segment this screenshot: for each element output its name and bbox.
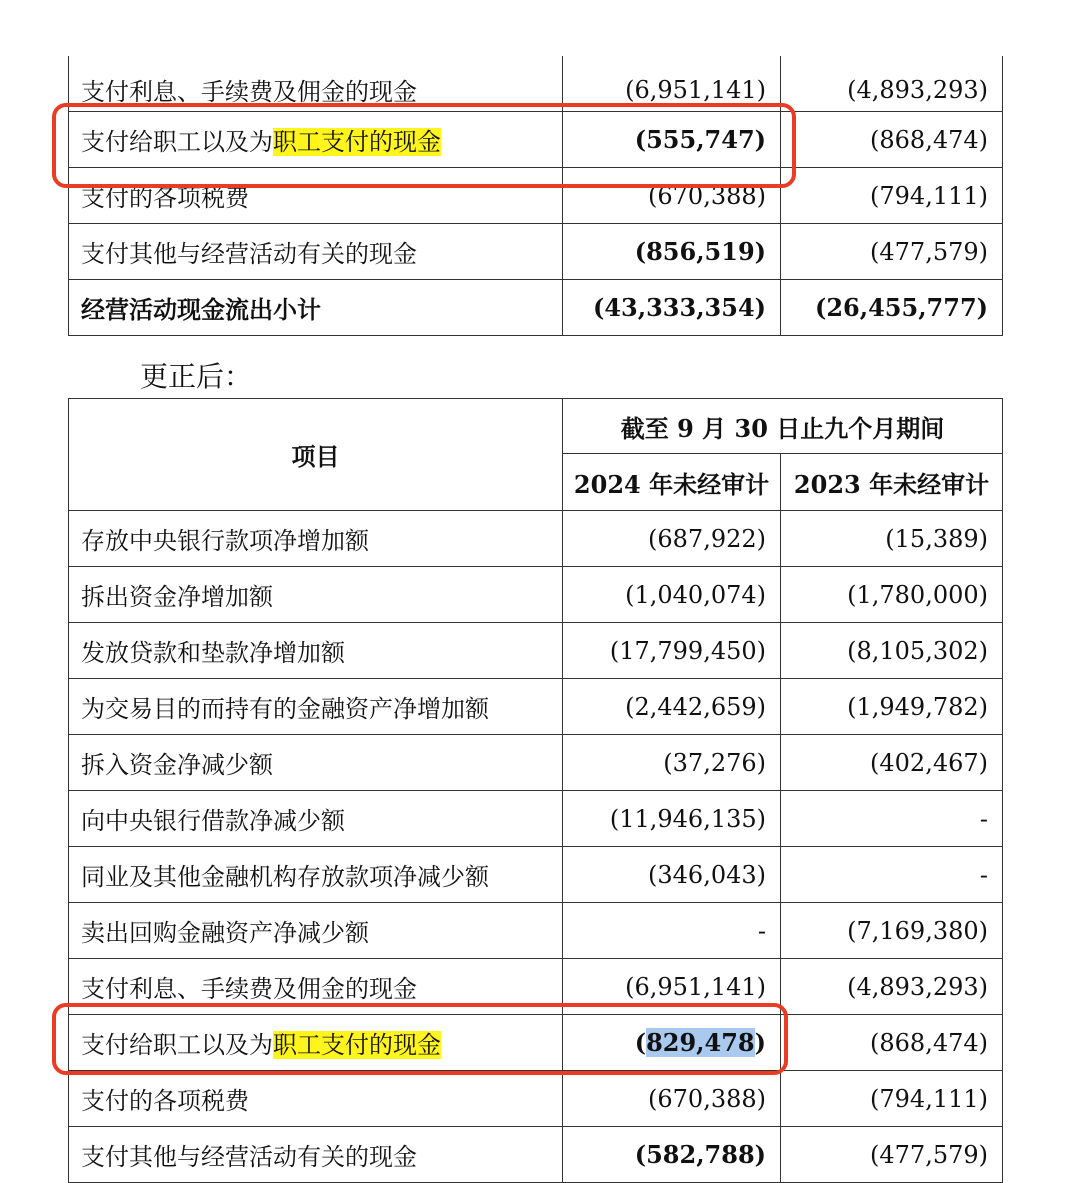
header-item: 项目 xyxy=(69,399,563,511)
row-label: 同业及其他金融机构存放款项净减少额 xyxy=(69,847,563,903)
value-2023: (794,111) xyxy=(781,168,1003,224)
table-row xyxy=(69,735,1003,791)
highlighted-text: 职工支付的现金 xyxy=(273,128,441,156)
subtotal-row xyxy=(69,280,1003,336)
table-row xyxy=(69,224,1003,280)
value-2024: (856,519) xyxy=(563,224,781,280)
value-2023: (794,111) xyxy=(781,1071,1003,1127)
value-2023: (7,169,380) xyxy=(781,903,1003,959)
table-row xyxy=(69,1127,1003,1183)
value-2024: (17,799,450) xyxy=(563,623,781,679)
value-2024: (555,747) xyxy=(563,112,781,168)
row-label: 为交易目的而持有的金融资产净增加额 xyxy=(69,679,563,735)
value-2024: - xyxy=(563,903,781,959)
value-2024: (6,951,141) xyxy=(563,959,781,1015)
row-label: 支付利息、手续费及佣金的现金 xyxy=(69,56,563,112)
row-label: 卖出回购金融资产净减少额 xyxy=(69,903,563,959)
value-2023: (477,579) xyxy=(781,1127,1003,1183)
row-label: 支付的各项税费 xyxy=(69,1071,563,1127)
row-label: 支付给职工以及为职工支付的现金 xyxy=(69,112,563,168)
highlighted-text: 职工支付的现金 xyxy=(273,1031,441,1059)
value-2023: (26,455,777) xyxy=(781,280,1003,336)
table-row xyxy=(69,791,1003,847)
row-label: 存放中央银行款项净增加额 xyxy=(69,511,563,567)
value-2023: (1,780,000) xyxy=(781,567,1003,623)
row-label: 经营活动现金流出小计 xyxy=(69,280,563,336)
row-label: 支付给职工以及为职工支付的现金 xyxy=(69,1015,563,1071)
original-cash-flow-table xyxy=(68,56,1003,336)
row-label: 拆出资金净增加额 xyxy=(69,567,563,623)
table-row xyxy=(69,903,1003,959)
value-2023: (402,467) xyxy=(781,735,1003,791)
value-2024: (1,040,074) xyxy=(563,567,781,623)
table-row xyxy=(69,511,1003,567)
header-2024: 2024 年未经审计 xyxy=(563,454,781,511)
value-2024[interactable]: (829,478) xyxy=(563,1015,781,1071)
value-2023: (477,579) xyxy=(781,224,1003,280)
table-row xyxy=(69,567,1003,623)
value-2023: - xyxy=(781,791,1003,847)
value-2023: (4,893,293) xyxy=(781,56,1003,112)
value-2023: (1,949,782) xyxy=(781,679,1003,735)
annotation-box xyxy=(52,103,796,188)
value-2023: (868,474) xyxy=(781,1015,1003,1071)
value-2023: (8,105,302) xyxy=(781,623,1003,679)
value-2024: (687,922) xyxy=(563,511,781,567)
row-label: 发放贷款和垫款净增加额 xyxy=(69,623,563,679)
annotation-box xyxy=(52,1003,788,1075)
row-label: 支付利息、手续费及佣金的现金 xyxy=(69,959,563,1015)
value-2023: (4,893,293) xyxy=(781,959,1003,1015)
row-label: 支付的各项税费 xyxy=(69,168,563,224)
table-row xyxy=(69,1071,1003,1127)
row-label: 拆入资金净减少额 xyxy=(69,735,563,791)
value-2024: (582,788) xyxy=(563,1127,781,1183)
value-2023: - xyxy=(781,847,1003,903)
table-row xyxy=(69,679,1003,735)
header-row xyxy=(69,399,1003,454)
header-period: 截至 9 月 30 日止九个月期间 xyxy=(563,399,1003,454)
value-2024: (43,333,354) xyxy=(563,280,781,336)
header-2023: 2023 年未经审计 xyxy=(781,454,1003,511)
value-2024: (2,442,659) xyxy=(563,679,781,735)
value-2023: (868,474) xyxy=(781,112,1003,168)
value-2024: (37,276) xyxy=(563,735,781,791)
table-row xyxy=(69,623,1003,679)
row-label: 支付其他与经营活动有关的现金 xyxy=(69,1127,563,1183)
selected-text[interactable]: 829,478 xyxy=(646,1028,755,1057)
value-2023: (15,389) xyxy=(781,511,1003,567)
value-2024: (6,951,141) xyxy=(563,56,781,112)
value-2024: (670,388) xyxy=(563,1071,781,1127)
section-heading: 更正后： xyxy=(140,360,253,393)
table-row xyxy=(69,847,1003,903)
value-2024: (346,043) xyxy=(563,847,781,903)
row-label: 向中央银行借款净减少额 xyxy=(69,791,563,847)
value-2024: (11,946,135) xyxy=(563,791,781,847)
value-2024: (670,388) xyxy=(563,168,781,224)
row-label: 支付其他与经营活动有关的现金 xyxy=(69,224,563,280)
